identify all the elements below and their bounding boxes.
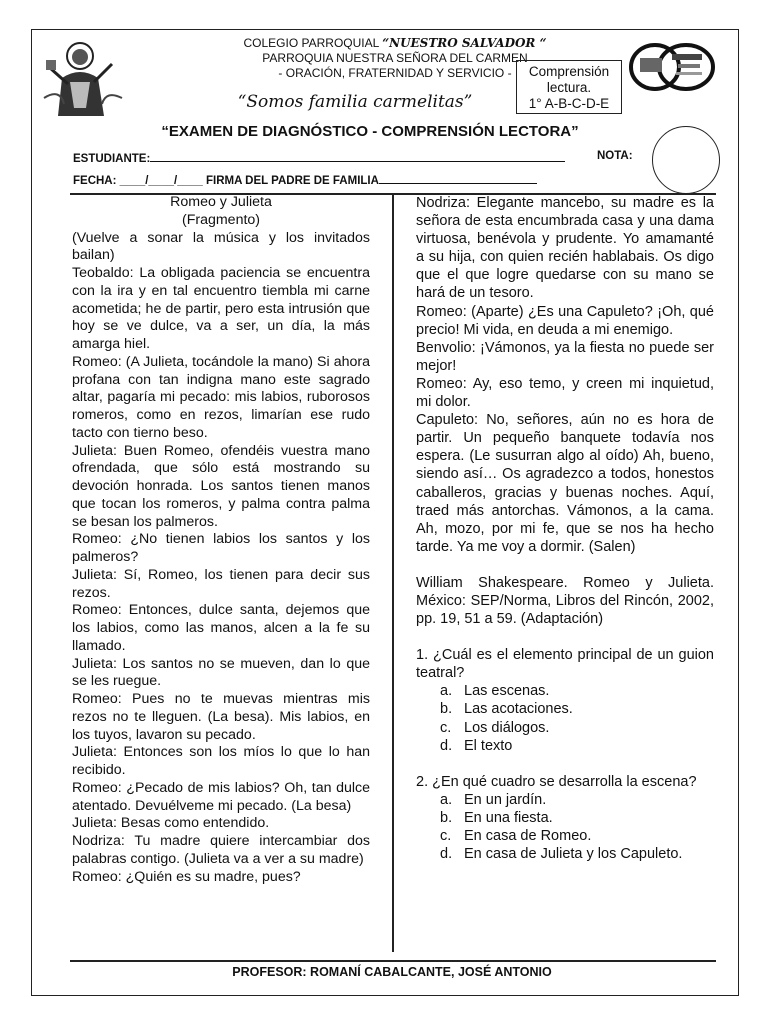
dialogue-line: Romeo: Pues no te muevas mientras mis rezos no te lleguen. (La besa). Mis labios, en los tuyos, lavaron su pecado. (72, 691, 370, 743)
dialogue-line: Nodriza: Elegante mancebo, su madre es la señora de esta encumbrada casa y una dama virtuosa, benévola y prudente. Yo amamanté a su hija, con quien recién hablabais. Os digo que el que logre quedarse con su mano se hará de un tesoro. (416, 195, 714, 302)
school-name: “NUESTRO SALVADOR “ (382, 36, 547, 50)
dialogue-line: Julieta: Besas como entendido. (72, 815, 270, 832)
student-row (73, 150, 565, 165)
school-motto: “Somos familia carmelitas” (237, 92, 473, 112)
signature-label: FIRMA DEL PADRE DE FAMILIA (205, 175, 379, 187)
parish-emblem-logo (628, 40, 718, 94)
answer-option[interactable] (416, 682, 714, 700)
question (416, 773, 714, 863)
teacher-footer: PROFESOR: ROMANÍ CABALCANTE, JOSÉ ANTONIO (232, 965, 552, 979)
option-letter: a. (440, 791, 453, 808)
signature-field[interactable] (379, 172, 537, 184)
values-line: - ORACIÓN, FRATERNIDAD Y SERVICIO - (278, 66, 512, 80)
option-text: Las escenas. (464, 683, 550, 700)
school-prefix: COLEGIO PARROQUIAL (243, 36, 383, 50)
left-column (72, 194, 370, 886)
left-paragraphs (72, 230, 370, 887)
dialogue-line: Romeo: ¿Quién es su madre, pues? (72, 868, 301, 885)
option-text: En un jardín. (464, 791, 547, 808)
answer-options (416, 682, 714, 754)
grade-circle[interactable] (652, 126, 720, 194)
exam-title: “EXAMEN DE DIAGNÓSTICO - COMPRENSIÓN LECTORA” (161, 123, 579, 140)
subject-box-line: lectura. (546, 80, 592, 95)
spacer (416, 556, 714, 574)
dialogue-line: Teobaldo: La obligada paciencia se encuentra con la ira y en tal encuentro tiembla mi carne acometida; he de partir, pero esta intrusión que hoy se ve dulce, va a ser, un día, la más amarga hiel. (72, 265, 370, 352)
dialogue-line: Julieta: Entonces son los míos lo que lo han recibido. (72, 744, 370, 778)
option-letter: b. (440, 809, 453, 826)
option-text: En casa de Romeo. (464, 828, 592, 844)
option-text: En casa de Julieta y los Capuleto. (464, 846, 683, 863)
date-row (73, 172, 537, 187)
student-name-field[interactable] (150, 150, 565, 162)
option-text: Las acotaciones. (464, 701, 573, 718)
right-paragraphs (416, 194, 714, 556)
question-text: 1. ¿Cuál es el elemento principal de un guion teatral? (416, 647, 714, 682)
option-letter: c. (440, 828, 452, 844)
answer-option[interactable] (416, 700, 714, 718)
right-column (416, 194, 714, 863)
dialogue-line: Nodriza: Tu madre quiere intercambiar dos palabras contigo. (Julieta va a ver a su madre) (72, 833, 370, 867)
option-text: En una fiesta. (464, 809, 553, 826)
dialogue-line: Romeo: (A Julieta, tocándole la mano) Si ahora profana con tan indigna mano este sagrado altar, pagaría mi pecado: mis labios, ruborosos romeros, como en rezos, limarían ese rudo tacto con tierno beso. (72, 353, 370, 441)
footer-divider (70, 960, 716, 962)
dialogue-line: Romeo: (Aparte) ¿Es una Capuleto? ¡Oh, qué precio! Mi vida, en deuda a mi enemigo. (416, 303, 714, 338)
dialogue-line: Benvolio: ¡Vámonos, ya la fiesta no puede ser mejor! (416, 339, 714, 374)
question-text: 2. ¿En qué cuadro se desarrolla la escena? (416, 773, 697, 790)
answer-option[interactable] (416, 827, 714, 845)
dialogue-line: Romeo: Ay, eso temo, y creen mi inquietud, mi dolor. (416, 375, 714, 411)
subject-box (516, 60, 622, 114)
answer-option[interactable] (416, 791, 714, 809)
dialogue-line: Julieta: Buen Romeo, ofendéis vuestra mano ofrendada, que sólo está mostrando su devoción honrada. Los santos tienen manos que tocan los romeros, y palma contra palma se besan los palmeros. (72, 442, 370, 530)
option-letter: d. (440, 737, 453, 754)
questions (416, 646, 714, 863)
story-subtitle: (Fragmento) (181, 211, 261, 228)
subject-box-grades: 1° A-B-C-D-E (528, 96, 610, 111)
dialogue-line: Romeo: ¿No tienen labios los santos y los palmeros? (72, 531, 370, 565)
dialogue-line: (Vuelve a sonar la música y los invitados bailan) (72, 229, 370, 264)
answer-option[interactable] (416, 719, 714, 737)
parish-line: PARROQUIA NUESTRA SEÑORA DEL CARMEN (262, 51, 528, 65)
answer-option[interactable] (416, 809, 714, 827)
option-letter: b. (440, 701, 453, 718)
answer-option[interactable] (416, 737, 714, 755)
answer-option[interactable] (416, 845, 714, 863)
dialogue-line: Romeo: ¿Pecado de mis labios? Oh, tan dulce atentado. Devuélveme mi pecado. (La besa) (72, 779, 370, 814)
option-text: El texto (464, 737, 513, 754)
spacer (416, 628, 714, 646)
citation: William Shakespeare. Romeo y Julieta. México: SEP/Norma, Libros del Rincón, 2002, pp. 19, 51 a 59. (Adaptación) (416, 574, 714, 628)
student-label: ESTUDIANTE: (73, 153, 151, 165)
option-letter: a. (440, 683, 453, 700)
option-letter: d. (440, 846, 453, 863)
spacer (416, 755, 714, 773)
date-field[interactable]: FECHA: ____/____/____ (73, 175, 203, 187)
grade-label: NOTA: (597, 150, 633, 162)
option-letter: c. (440, 719, 452, 736)
dialogue-line: Julieta: Los santos no se mueven, dan lo que se les ruegue. (72, 655, 370, 690)
dialogue-line: Romeo: Entonces, dulce santa, dejemos que los labios, como las manos, alcen a la fe su llamado. (72, 602, 370, 654)
option-text: Los diálogos. (464, 719, 550, 736)
story-title: Romeo y Julieta (170, 194, 272, 210)
answer-options (416, 791, 714, 863)
school-saint-logo (40, 38, 126, 124)
dialogue-line: Capuleto: No, señores, aún no es hora de partir. Un pequeño banquete todavía nos espera. (Le susurran algo al oído) Ah, bueno, siendo así… Os agradezco a todos, honestos caballeros, gracias y buenas noches. Aquí, traed más antorchas. Vámonos, a la cama. Ah, mozo, por mi fe, que se nos ha hecho tarde. Ya me voy a dormir. (Salen) (416, 412, 714, 555)
column-divider (392, 194, 394, 952)
school-name-line (160, 36, 630, 51)
subject-box-line: Comprensión (528, 64, 610, 79)
dialogue-line: Julieta: Sí, Romeo, los tienen para decir sus rezos. (72, 566, 370, 601)
question (416, 646, 714, 773)
